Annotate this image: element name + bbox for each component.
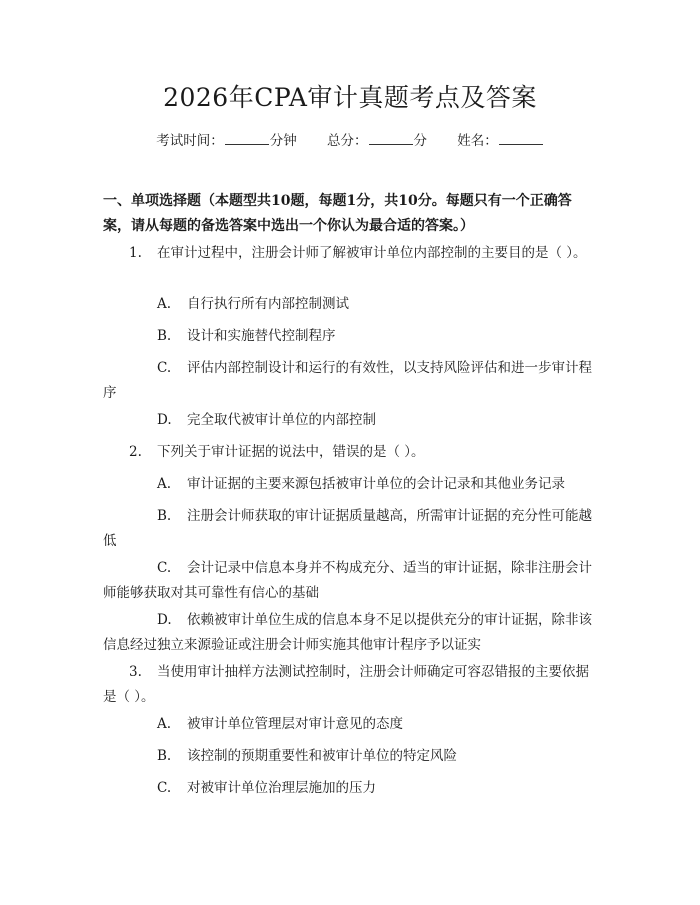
- name-blank: [499, 130, 543, 145]
- option-text: 注册会计师获取的审计证据质量越高，所需审计证据的充分性可能越低: [103, 508, 592, 549]
- option-letter: A.: [157, 296, 172, 312]
- option-text: 依赖被审计单位生成的信息本身不足以提供充分的审计证据，除非该信息经过独立来源验证或注册会计师实施其他审计程序予以证实: [103, 612, 592, 653]
- option-text: 评估内部控制设计和运行的有效性，以支持风险评估和进一步审计程序: [103, 360, 592, 401]
- option-letter: B.: [157, 508, 172, 524]
- option-text: 对被审计单位治理层施加的压力: [187, 780, 376, 796]
- question-2: [103, 440, 599, 465]
- option-letter: B.: [157, 328, 172, 344]
- option-text: 设计和实施替代控制程序: [187, 328, 336, 344]
- question-3-option-c: [103, 776, 599, 801]
- section-heading: 一、单项选择题（本题型共10题，每题1分，共10分。每题只有一个正确答案，请从每题的备选答案中选出一个你认为最合适的答案。）: [103, 193, 572, 234]
- question-text: 当使用审计抽样方法测试控制时，注册会计师确定可容忍错报的主要依据是（ ）。: [103, 664, 589, 705]
- question-number: 1.: [129, 245, 142, 261]
- question-number: 3.: [129, 664, 142, 680]
- option-text: 被审计单位管理层对审计意见的态度: [187, 716, 403, 732]
- question-1-option-c: [103, 356, 599, 406]
- exam-time-unit: 分钟: [269, 133, 297, 149]
- option-text: 自行执行所有内部控制测试: [187, 296, 349, 312]
- question-1: [103, 241, 599, 266]
- question-3-option-b: [103, 744, 599, 769]
- question-3: [103, 660, 599, 710]
- total-score-unit: 分: [413, 133, 427, 149]
- option-letter: D.: [157, 612, 172, 628]
- exam-time-field: [156, 130, 297, 152]
- question-1-option-d: [103, 408, 599, 433]
- option-letter: A.: [157, 476, 172, 492]
- option-letter: A.: [157, 716, 172, 732]
- option-letter: C.: [157, 560, 172, 576]
- question-2-option-d: [103, 608, 599, 658]
- exam-time-label: 考试时间：: [156, 133, 224, 149]
- question-text: 下列关于审计证据的说法中，错误的是（ ）。: [157, 444, 425, 460]
- exam-time-blank: [225, 130, 269, 145]
- question-1-option-a: [103, 292, 599, 317]
- option-text: 会计记录中信息本身并不构成充分、适当的审计证据，除非注册会计师能够获取对其可靠性有信心的基础: [103, 560, 592, 601]
- question-1-option-b: [103, 324, 599, 349]
- option-letter: D.: [157, 412, 172, 428]
- question-number: 2.: [129, 444, 142, 460]
- total-score-label: 总分：: [327, 133, 368, 149]
- question-text: 在审计过程中，注册会计师了解被审计单位内部控制的主要目的是（ ）。: [157, 245, 587, 261]
- option-text: 审计证据的主要来源包括被审计单位的会计记录和其他业务记录: [187, 476, 565, 492]
- name-label: 姓名：: [457, 133, 498, 149]
- question-3-option-a: [103, 712, 599, 737]
- option-letter: C.: [157, 780, 172, 796]
- option-text: 该控制的预期重要性和被审计单位的特定风险: [187, 748, 457, 764]
- question-2-option-c: [103, 556, 599, 606]
- total-score-blank: [369, 130, 413, 145]
- option-letter: C.: [157, 360, 172, 376]
- exam-meta-line: [0, 130, 700, 152]
- option-letter: B.: [157, 748, 172, 764]
- total-score-field: [327, 130, 427, 152]
- page-title: 2026年CPA审计真题考点及答案: [163, 83, 537, 112]
- question-2-option-a: [103, 472, 599, 497]
- question-2-option-b: [103, 504, 599, 554]
- option-text: 完全取代被审计单位的内部控制: [187, 412, 376, 428]
- name-field: [457, 130, 544, 152]
